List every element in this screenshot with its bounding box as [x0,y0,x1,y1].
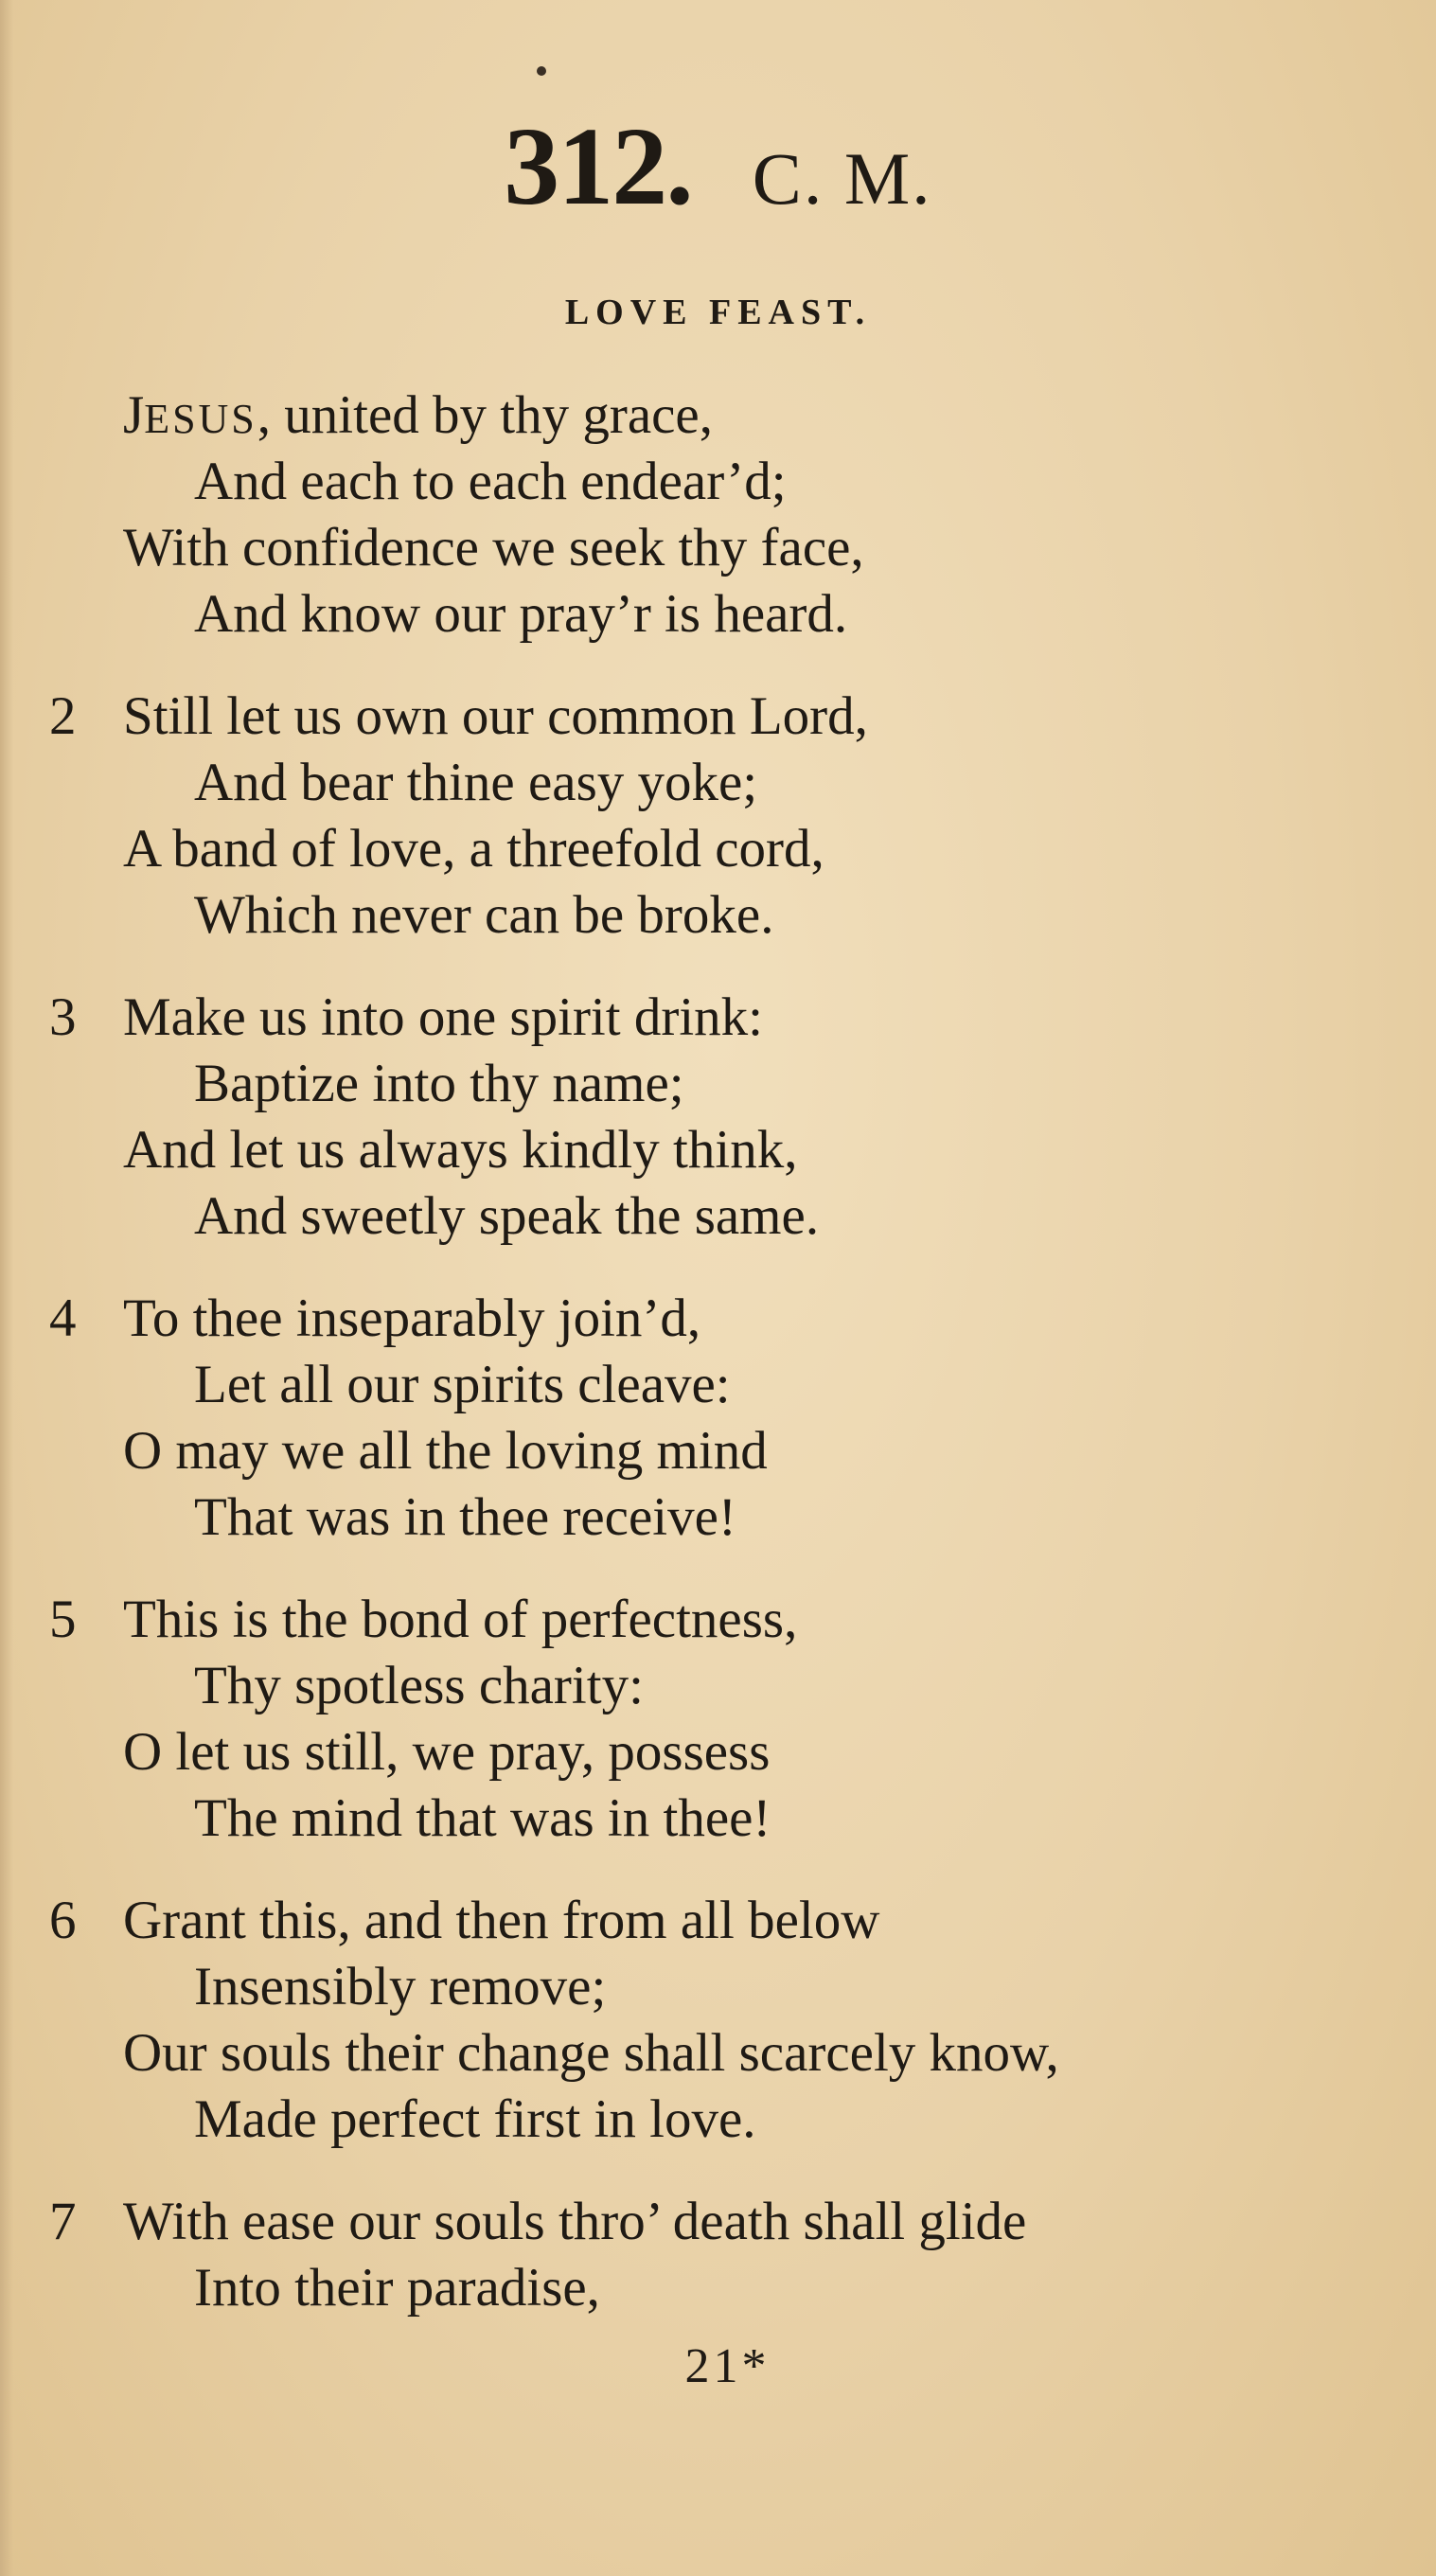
hymn-header [0,102,1436,231]
verse-3 [0,985,1436,1250]
verse-number: 3 [49,987,77,1047]
verse-number: 6 [49,1891,77,1950]
verse-line: And bear thine easy yoke; [194,753,758,812]
first-word-cap: J [123,385,145,445]
verse-line: Make us into one spirit drink: [123,987,764,1047]
verse-line: That was in thee receive! [194,1487,736,1547]
verse-line: Into their paradise, [194,2258,600,2318]
verse-6 [0,1888,1436,2153]
verse-line [0,382,1436,449]
verse-5 [0,1587,1436,1852]
verse-line: O let us still, we pray, possess [123,1722,771,1782]
verse-line: Insensibly remove; [194,1957,607,2016]
hymn-subtitle: LOVE FEAST. [564,293,872,332]
verse-number: 2 [49,686,77,746]
verse-line: Thy spotless charity: [194,1656,644,1715]
ink-dot [537,66,546,76]
verse-number: 7 [49,2192,77,2251]
verse-line: A band of love, a threefold cord, [123,819,824,879]
hymn-number: 312. [504,104,692,228]
verse-line: Our souls their change shall scarcely know, [123,2023,1059,2083]
signature-mark: 21* [684,2339,771,2393]
verse-line: Still let us own our common Lord, [123,686,868,746]
verse-7 [0,2189,1436,2321]
verse-line: To thee inseparably join’d, [123,1288,701,1348]
verse-line: This is the bond of perfectness, [123,1590,798,1649]
verse-number: 5 [49,1590,77,1649]
verse-line: The mind that was in thee! [194,1788,771,1848]
first-word-rest: ESUS [144,396,257,442]
hymn-meter: C. M. [752,137,932,220]
verse-4 [0,1286,1436,1551]
verse-line: And sweetly speak the same. [194,1186,820,1246]
verse-line: Baptize into thy name; [194,1054,684,1113]
verse-line: Let all our spirits cleave: [194,1355,731,1414]
verse-line: And each to each endear’d; [194,452,787,511]
verse-line: Which never can be broke. [194,885,774,945]
verse-1 [0,382,1436,648]
verse-line: And know our pray’r is heard. [194,584,848,644]
verse-line: O may we all the loving mind [123,1421,768,1481]
verse-line: Made perfect first in love. [194,2089,756,2149]
verse-line: And let us always kindly think, [123,1120,798,1180]
verse-line: Grant this, and then from all below [123,1891,880,1950]
verse-line: With confidence we seek thy face, [123,518,864,577]
verses [0,382,1436,2357]
verse-line-text: , united by thy grace, [257,385,713,445]
verse-2 [0,684,1436,949]
verse-number: 4 [49,1288,77,1348]
verse-line: With ease our souls thro’ death shall glide [123,2192,1027,2251]
